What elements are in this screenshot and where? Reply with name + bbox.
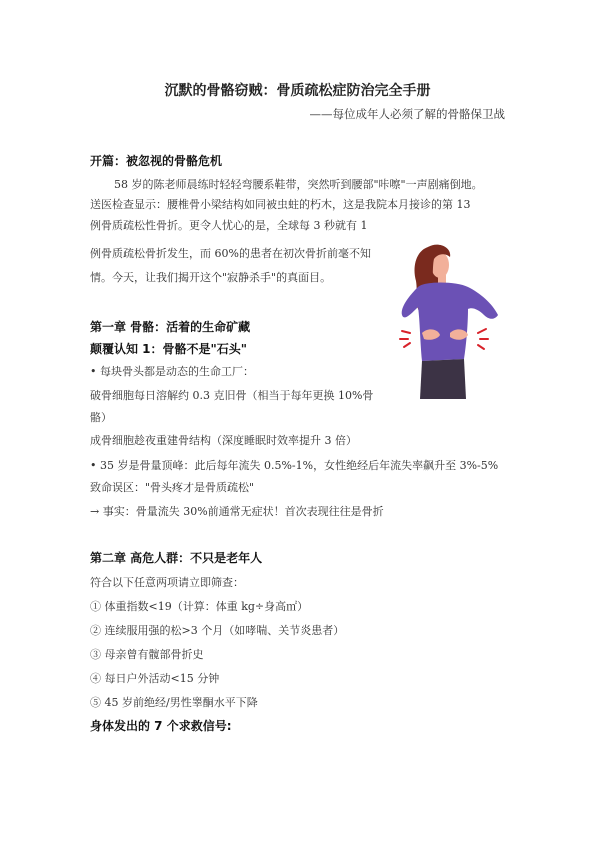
document-subtitle: ——每位成年人必须了解的骨骼保卫战 [309, 107, 505, 121]
pain-marks-right [478, 329, 488, 349]
chapter1-line: • 每块骨头都是动态的生命工厂： [90, 365, 254, 378]
pain-marks-left [400, 331, 410, 347]
chapter1-heading: 第一章 骨骼：活着的生命矿藏 [90, 320, 251, 334]
risk-item: ⑤ 45 岁前绝经/男性睾酮水平下降 [90, 696, 258, 709]
chapter2-intro: 符合以下任意两项请立即筛查： [90, 576, 244, 589]
chapter1-line: • 35 岁是骨量顶峰：此后每年流失 0.5%-1%，女性绝经后年流失率飙升至 3%-5% [90, 459, 499, 472]
pants-shape [420, 359, 466, 399]
signals-heading: 身体发出的 7 个求救信号: [90, 719, 232, 733]
opening-line: 58 岁的陈老师晨练时轻轻弯腰系鞋带，突然听到腰部"咔嚓"一声剧痛倒地。 [114, 178, 483, 191]
opening-heading: 开篇：被忽视的骨骼危机 [90, 154, 223, 168]
chapter1-line: 成骨细胞趁夜重建骨结构（深度睡眠时效率提升 3 倍） [90, 434, 357, 447]
chapter1-subheading: 颠覆认知 1：骨骼不是"石头" [90, 342, 248, 356]
chapter1-line: 破骨细胞每日溶解约 0.3 克旧骨（相当于每年更换 10%骨 [90, 389, 374, 402]
opening-line: 情。今天，让我们揭开这个"寂静杀手"的真面目。 [90, 271, 332, 284]
risk-item: ① 体重指数<19（计算：体重 kg÷身高㎡） [90, 600, 309, 613]
document-title: 沉默的骨骼窃贼：骨质疏松症防治完全手册 [164, 83, 431, 99]
chapter1-line: → 事实：骨量流失 30%前通常无症状！首次表现往往是骨折 [90, 505, 384, 518]
risk-item: ③ 母亲曾有髋部骨折史 [90, 648, 204, 661]
chapter1-line: 骼） [90, 411, 112, 424]
chapter1-line: 致命误区："骨头疼才是骨质疏松" [90, 481, 255, 494]
opening-line: 送医检查显示：腰椎骨小梁结构如同被虫蛀的朽木，这是我院本月接诊的第 13 [90, 198, 471, 211]
opening-line: 例骨质疏松骨折发生，而 60%的患者在初次骨折前毫不知 [90, 247, 371, 260]
risk-item: ④ 每日户外活动<15 分钟 [90, 672, 220, 685]
risk-item: ② 连续服用强的松>3 个月（如哮喘、关节炎患者） [90, 624, 345, 637]
back-pain-illustration [394, 237, 506, 399]
chapter2-heading: 第二章 高危人群：不只是老年人 [90, 551, 263, 565]
opening-line: 例骨质疏松性骨折。更令人忧心的是，全球每 3 秒就有 1 [90, 219, 368, 232]
